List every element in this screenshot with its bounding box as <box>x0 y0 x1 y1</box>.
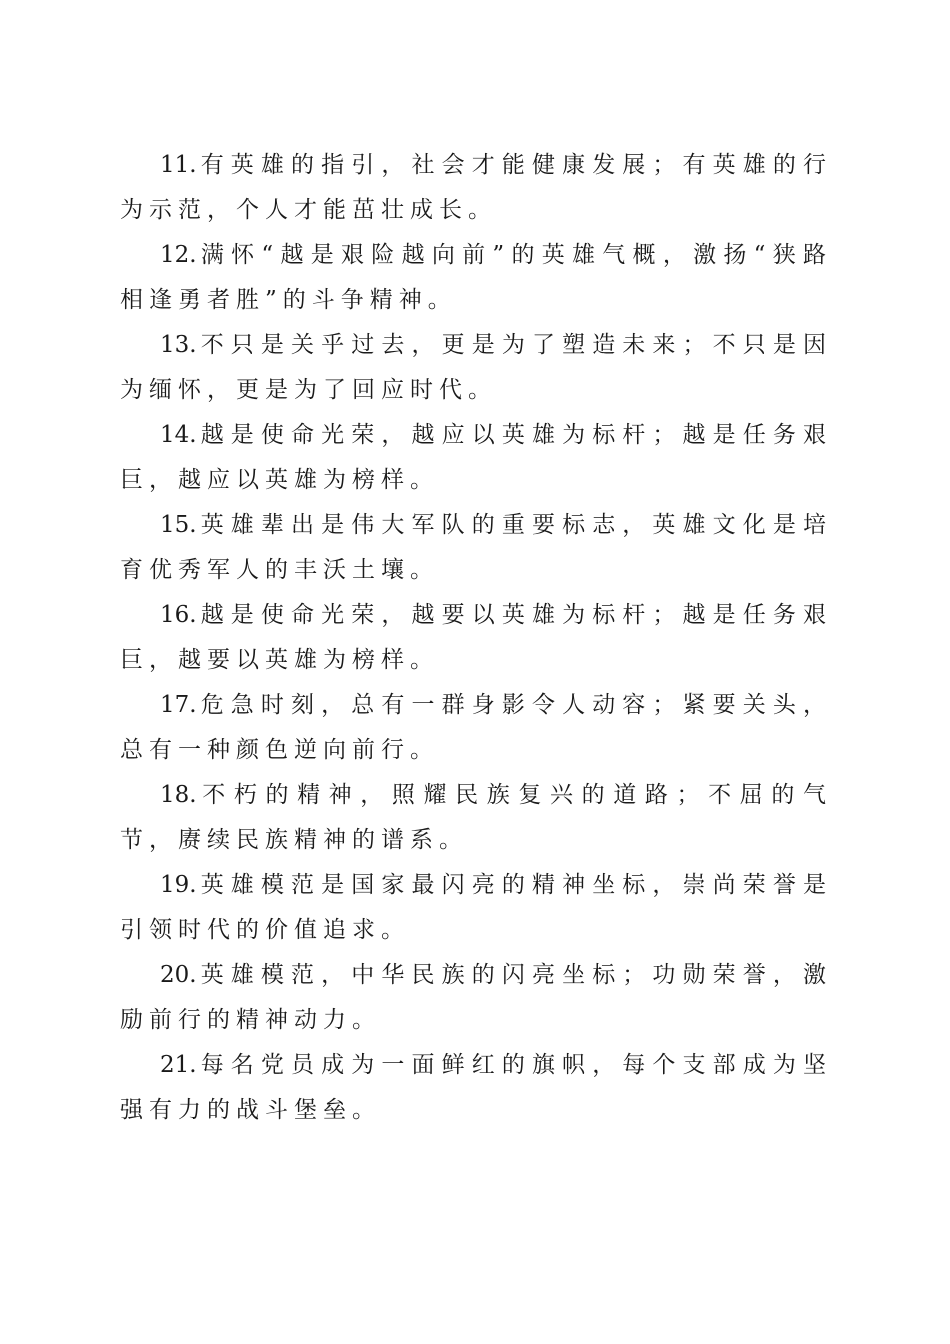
item-number: 21. <box>160 1052 197 1078</box>
item-number: 15. <box>160 512 197 538</box>
list-item <box>120 773 832 863</box>
list-item <box>120 323 832 413</box>
item-text: 危急时刻，总有一群身影令人动容；紧要关头，总有一种颜色逆向前行。 <box>120 692 832 763</box>
item-number: 14. <box>160 422 197 448</box>
item-number: 17. <box>160 692 197 718</box>
item-text: 不朽的精神，照耀民族复兴的道路；不屈的气节，赓续民族精神的谱系。 <box>120 782 832 853</box>
item-number: 18. <box>160 782 197 808</box>
item-text: 英雄模范，中华民族的闪亮坐标；功勋荣誉，激励前行的精神动力。 <box>120 962 832 1033</box>
list-item <box>120 1043 832 1133</box>
item-text: 每名党员成为一面鲜红的旗帜，每个支部成为坚强有力的战斗堡垒。 <box>120 1052 832 1123</box>
item-number: 13. <box>160 332 197 358</box>
list-item <box>120 953 832 1043</box>
item-text: 有英雄的指引，社会才能健康发展；有英雄的行为示范，个人才能茁壮成长。 <box>120 152 832 223</box>
list-item <box>120 683 832 773</box>
list-item <box>120 233 832 323</box>
document-page <box>120 143 832 1133</box>
item-text: 满怀“越是艰险越向前”的英雄气概，激扬“狭路相逢勇者胜”的斗争精神。 <box>120 242 832 313</box>
item-text: 越是使命光荣，越应以英雄为标杆；越是任务艰巨，越应以英雄为榜样。 <box>120 422 832 493</box>
item-number: 16. <box>160 602 197 628</box>
item-number: 20. <box>160 962 197 988</box>
item-text: 英雄模范是国家最闪亮的精神坐标，崇尚荣誉是引领时代的价值追求。 <box>120 872 832 943</box>
list-item <box>120 413 832 503</box>
item-number: 11. <box>160 152 197 178</box>
item-text: 英雄辈出是伟大军队的重要标志，英雄文化是培育优秀军人的丰沃土壤。 <box>120 512 832 583</box>
item-text: 越是使命光荣，越要以英雄为标杆；越是任务艰巨，越要以英雄为榜样。 <box>120 602 832 673</box>
list-item <box>120 503 832 593</box>
item-number: 12. <box>160 242 197 268</box>
item-text: 不只是关乎过去，更是为了塑造未来；不只是因为缅怀，更是为了回应时代。 <box>120 332 832 403</box>
list-item <box>120 143 832 233</box>
list-item <box>120 593 832 683</box>
list-item <box>120 863 832 953</box>
item-number: 19. <box>160 872 197 898</box>
